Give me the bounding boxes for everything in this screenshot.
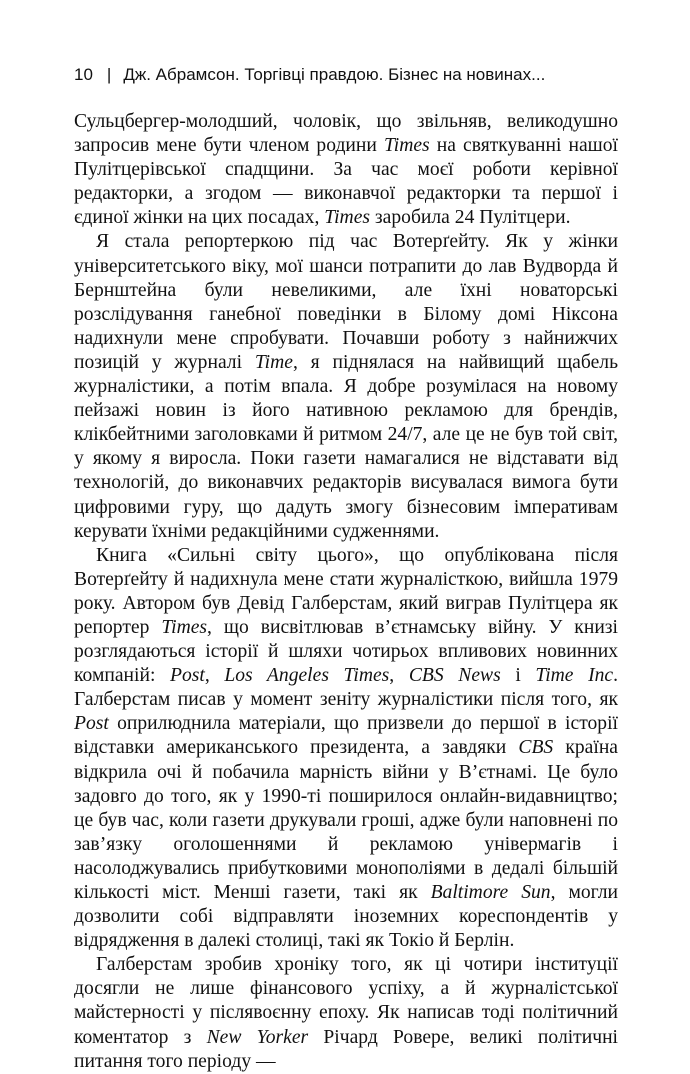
italic-text: Los Angeles Times xyxy=(224,665,390,687)
text-run: Книга «Сильні світу цього», що опублікована після Вотерґейту й надихнула мене стати журналісткою, вийшла 1979 року. Автором був Девід Галберстам, який виграв Пулітцера як репортер xyxy=(74,544,618,638)
text-run: заробила 24 Пулітцери. xyxy=(370,207,571,229)
paragraph xyxy=(74,953,618,1073)
running-header xyxy=(74,62,634,88)
italic-text: Time xyxy=(254,351,293,373)
italic-text: Time Inc xyxy=(535,665,614,687)
italic-text: CBS xyxy=(518,737,554,759)
italic-text: New Yorker xyxy=(206,1026,309,1048)
paragraph xyxy=(74,110,618,230)
text-run: , могли дозволити собі відправляти іноземних кореспондентів у відрядження в далекі столиці, такі як Токіо й Берлін. xyxy=(74,882,618,952)
italic-text: Baltimore Sun xyxy=(430,882,551,903)
text-run: . Галберстам писав у момент зеніту журналістики після того, як xyxy=(74,665,619,711)
text-run: і xyxy=(500,665,536,687)
page-number: 10 xyxy=(74,65,93,84)
text-run: Галберстам зробив хроніку того, як ці чотири інституції досягли не лише фінансового успіху, а й журналістської майстерності у післявоєнну епоху. Як написав тоді політичний коментатор з xyxy=(74,954,618,1048)
running-title: Дж. Абрамсон. Торгівці правдою. Бізнес на новинах... xyxy=(123,65,546,84)
italic-text: Times xyxy=(383,135,430,157)
text-run: Я стала репортеркою під час Вотерґейту. Як у жінки університетського віку, мої шанси потрапити до лав Вудворда й Бернштейна були невеликими, але їхні новаторські розслідування ганебної поведінки в Білому домі Ніксона надихнули мене спробувати. Почавши роботу з найнижчих позицій у журналі xyxy=(74,231,618,373)
text-run: країна відкрила очі й побачила марність війни у В’єтнамі. Це було задовго до того, як у 1990-ті поширилося онлайн-видавництво; це був час, коли газети друкували гроші, адже були наповнені по зав’язку оголошеннями й рекламою універмагів і насолоджувались прибутковими монополіями в дедалі більшій кількості міст. Менші газети, такі як xyxy=(74,737,618,903)
header-separator: | xyxy=(106,65,112,84)
text-run: Річард Ровере, великі політичні питання того періоду — xyxy=(74,1026,618,1072)
italic-text: CBS News xyxy=(408,665,501,687)
text-run: , що висвітлював в’єтнамську війну. У книзі розглядаються історії й шляхи чотирьох впливових новинних компаній: xyxy=(74,616,618,687)
text-run: оприлюднила матеріали, що призвели до першої в історії відставки американського президента, а завдяки xyxy=(74,713,618,759)
text-run: , xyxy=(204,665,225,687)
italic-text: Post xyxy=(170,665,205,687)
italic-text: Times xyxy=(161,616,208,638)
text-run: , я піднялася на найвищий щабель журналістики, а потім впала. Я добре розумілася на новому пейзажі новин із його нативною рекламою для брендів, клікбейтними заголовками й ритмом 24/7, але це не був той світ, у якому я виросла. Поки газети намагалися не відставати від технологій, до виконавчих редакторів висувалася вимога бути цифровими гуру, що дадуть змогу бізнесовим імперативам керувати їхніми редакційними судженнями. xyxy=(74,351,618,542)
text-run: Сульцбергер-молодший, чоловік, що звільняв, великодушно запросив мене бути членом родини xyxy=(74,111,618,157)
italic-text: Times xyxy=(324,207,371,229)
paragraph xyxy=(74,230,618,543)
italic-text: Post xyxy=(74,713,109,735)
body-text xyxy=(74,110,618,1074)
text-run: на святкуванні нашої Пулітцерівської спадщини. За час моєї роботи керівної редакторки, а згодом — виконавчої редакторки та першої і єдиної жінки на цих посадах, xyxy=(74,135,618,229)
text-run: , xyxy=(389,665,409,687)
paragraph xyxy=(74,544,618,954)
